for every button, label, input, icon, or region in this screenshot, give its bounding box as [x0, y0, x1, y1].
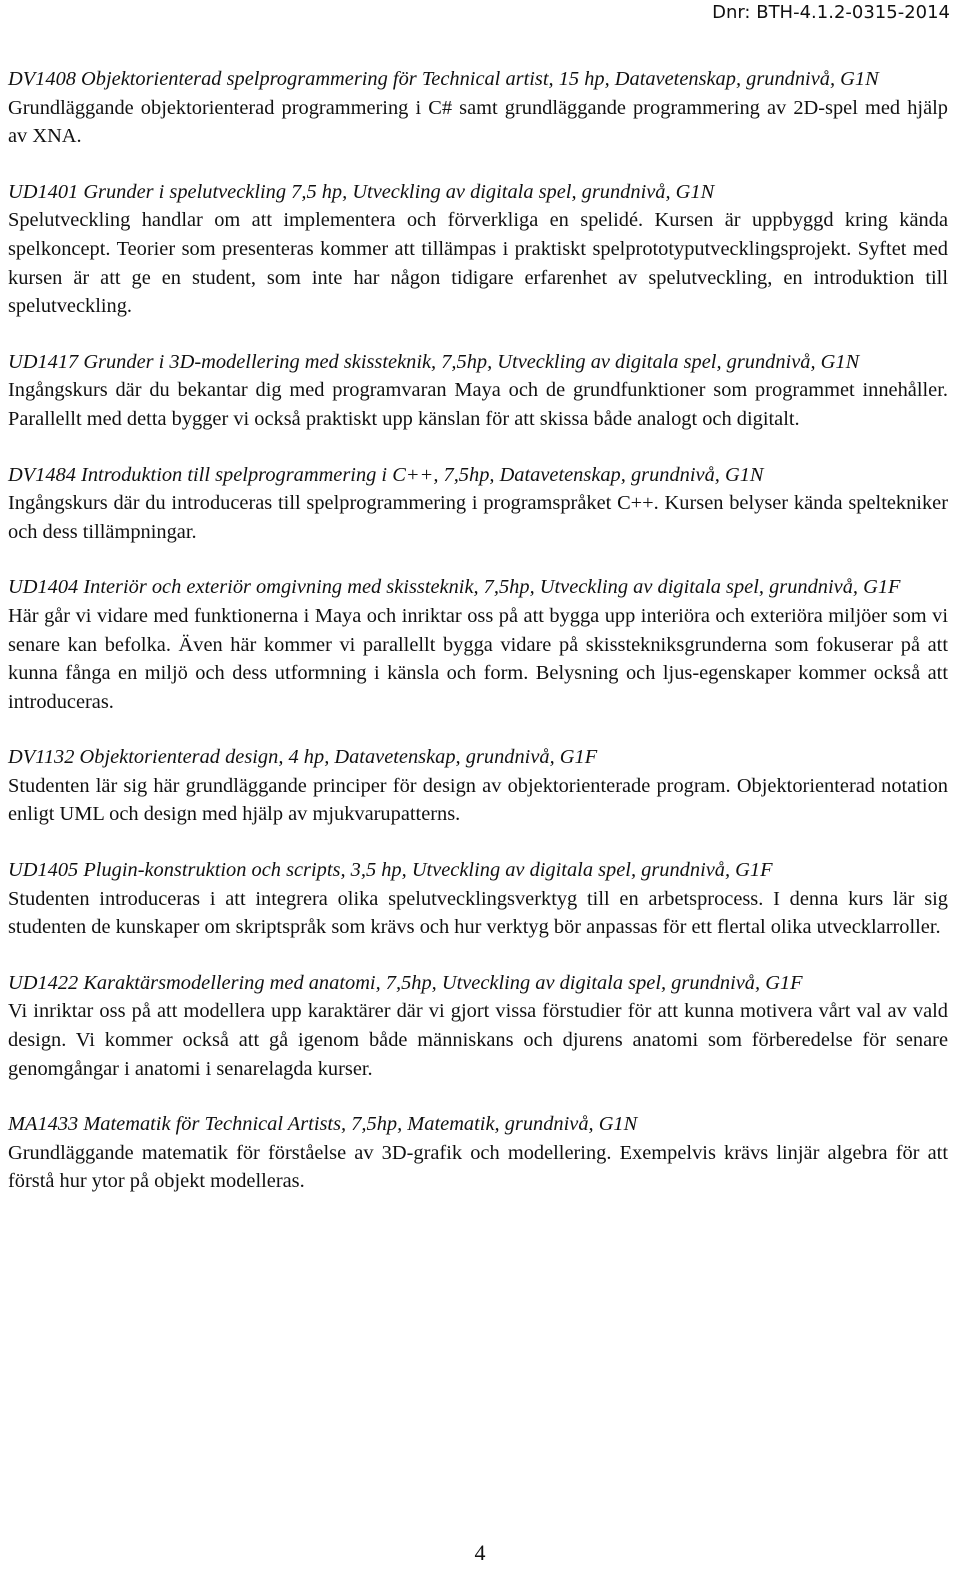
course-title: DV1408 Objektorienterad spelprogrammering för Technical artist, 15 hp, Datavetenskap, grundnivå, G1N: [8, 68, 879, 90]
course-description: Ingångskurs där du introduceras till spelprogrammering i programspråket C++. Kursen belyser kända speltekniker och dess tillämpningar.: [8, 492, 948, 543]
course-title: DV1484 Introduktion till spelprogrammering i C++, 7,5hp, Datavetenskap, grundnivå, G1N: [8, 463, 764, 486]
course-description: Spelutveckling handlar om att implementera och förverkliga en spelidé. Kursen är uppbyggd kring kända spelkoncept. Teorier som presenteras kommer att tillämpas i praktiskt spelprototyputvecklingsprojekt. Syftet med kursen är att ge en student, som inte har någon tidigare erfarenhet av spelutveckling, en introduktion till spelutveckling.: [8, 209, 948, 318]
course-title: UD1422 Karaktärsmodellering med anatomi, 7,5hp, Utveckling av digitala spel, grundnivå, G1F: [8, 971, 803, 994]
course-title: UD1417 Grunder i 3D-modellering med skissteknik, 7,5hp, Utveckling av digitala spel, grundnivå, G1N: [8, 350, 860, 373]
course-entry-ud1405: [8, 856, 948, 942]
course-title: DV1132 Objektorienterad design, 4 hp, Datavetenskap, grundnivå, G1F: [8, 746, 598, 769]
course-description: Vi inriktar oss på att modellera upp karaktärer där vi gjort vissa förstudier för att kunna motivera vårt val av vald design. Vi kommer också att gå igenom både människans och djurens anatomi som förberedelse för senare genomgångar i anatomi i senarelagda kurser.: [8, 1000, 948, 1080]
course-description: Grundläggande matematik för förståelse av 3D-grafik och modellering. Exempelvis krävs linjär algebra för att förstå hur ytor på objekt modelleras.: [8, 1141, 948, 1193]
page-number: 4: [474, 1540, 486, 1565]
course-entry-dv1484: [8, 461, 948, 547]
document-reference-number: Dnr: BTH-4.1.2-0315-2014: [712, 2, 950, 23]
course-entry-ud1401: [8, 178, 948, 321]
course-entry-ma1433: [8, 1110, 948, 1196]
course-title: UD1405 Plugin-konstruktion och scripts, 3,5 hp, Utveckling av digitala spel, grundnivå, G1F: [8, 859, 773, 882]
course-description: Studenten lär sig här grundläggande principer för design av objektorienterade program. Objektorienterad notation enligt UML och design med hjälp av mjukvarupatterns.: [8, 774, 948, 826]
course-entry-dv1408: [8, 65, 948, 151]
course-title: MA1433 Matematik för Technical Artists, 7,5hp, Matematik, grundnivå, G1N: [8, 1113, 638, 1136]
course-entry-ud1417: [8, 348, 948, 434]
course-description: Grundläggande objektorienterad programmering i C# samt grundläggande programmering av 2D-spel med hjälp av XNA.: [8, 96, 948, 148]
course-entry-ud1404: [8, 573, 948, 716]
course-description: Här går vi vidare med funktionerna i Maya och inriktar oss på att bygga upp interiöra och exteriöra miljöer som vi senare kan befolka. Även här kommer vi parallellt bygga vidare på skisstekniksgrunderna som fokuserar på att kunna fånga en miljö och dess utformning i känsla och form. Belysning och ljus-egenskaper kommer också att introduceras.: [8, 604, 948, 713]
course-title: UD1401 Grunder i spelutveckling 7,5 hp, Utveckling av digitala spel, grundnivå, G1N: [8, 180, 715, 203]
course-entry-ud1422: [8, 969, 948, 1083]
course-description: Ingångskurs där du bekantar dig med programvaran Maya och de grundfunktioner som programmet innehåller. Parallellt med detta bygger vi också praktiskt upp känslan för att skissa både analogt och digitalt.: [8, 379, 948, 430]
course-entry-dv1132: [8, 743, 948, 829]
course-list: [8, 65, 948, 1223]
course-title: UD1404 Interiör och exteriör omgivning med skissteknik, 7,5hp, Utveckling av digitala spel, grundnivå, G1F: [8, 576, 901, 599]
course-description: Studenten introduceras i att integrera olika spelutvecklingsverktyg till en arbetsprocess. I denna kurs lär sig studenten de kunskaper om skriptspråk som krävs och hur verktyg bör anpassas för ett flertal olika utvecklarroller.: [8, 887, 948, 939]
